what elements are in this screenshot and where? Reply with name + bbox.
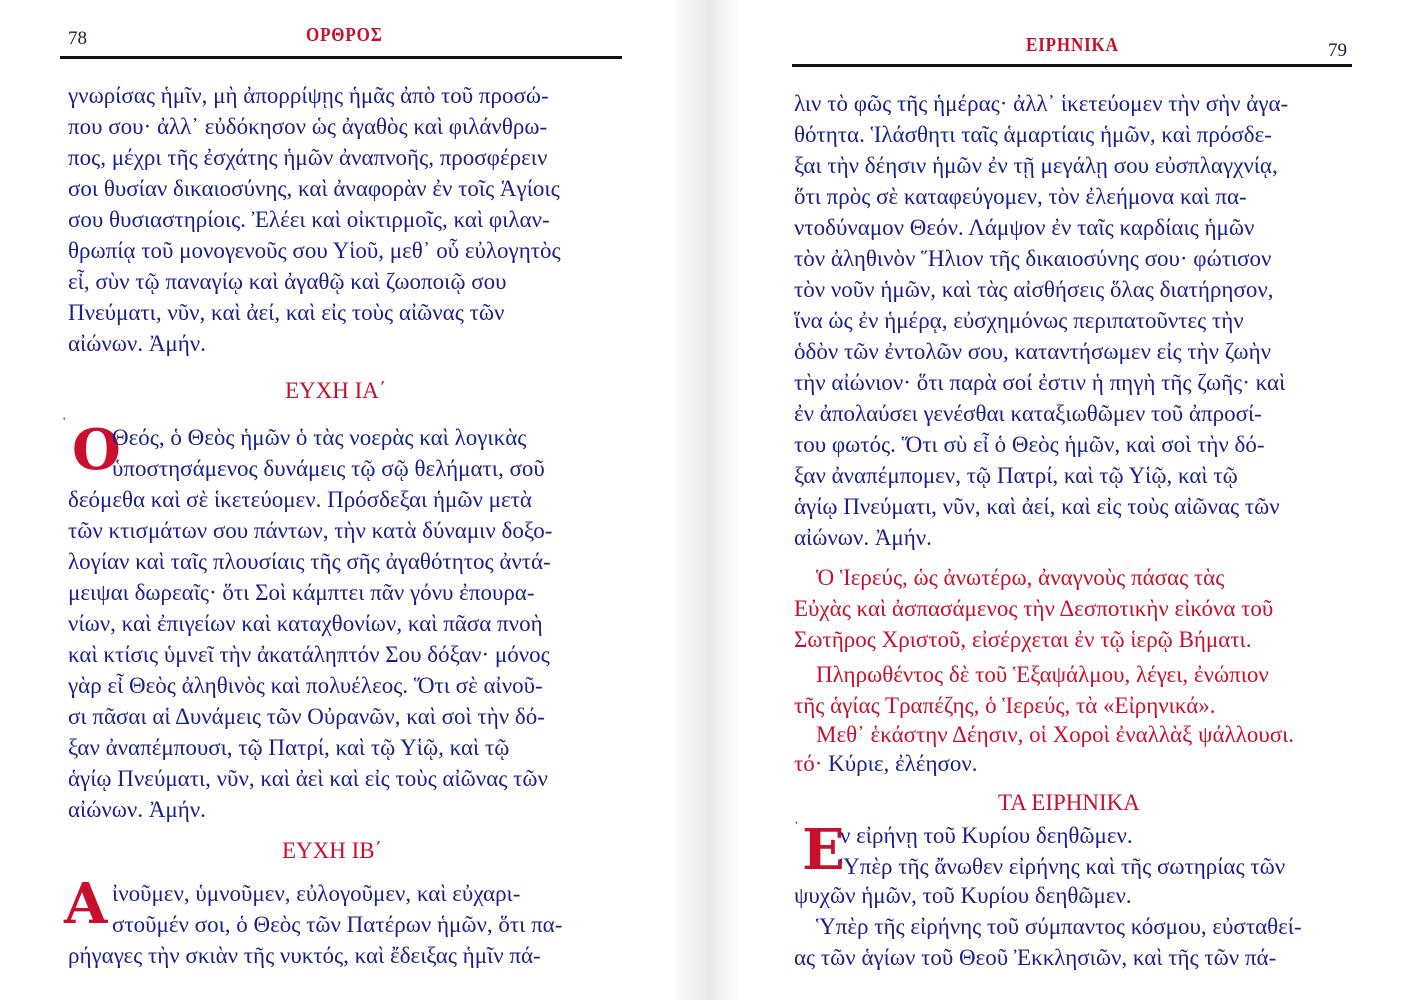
- text-line: σι πᾶσαι αἱ Δυνάμεις τῶν Οὐρανῶν, καὶ σοὶ τὴν δό-: [68, 704, 545, 729]
- rubric-line: Ὁ Ἱερεύς, ὡς ἀνωτέρω, ἀναγνοὺς πάσας τὰς: [816, 565, 1225, 590]
- book-gutter: [676, 0, 740, 1000]
- rubric-tail: τό·: [794, 751, 823, 776]
- text-line: ξαν ἀναπέμπομεν, τῷ Πατρί, καὶ τῷ Υἱῷ, καὶ τῷ: [794, 463, 1238, 488]
- rubric-line: Εὐχὰς καὶ ἀσπασάμενος τὴν Δεσποτικὴν εἰκόνα τοῦ: [794, 596, 1274, 621]
- text-line: ἐν ἀπολαύσει γενέσθαι καταξιωθῶμεν τοῦ ἀπροσί-: [794, 401, 1262, 426]
- text-line: νίων, καὶ ἐπιγείων καὶ καταχθονίων, καὶ πᾶσα πνοὴ: [68, 611, 543, 636]
- drop-cap-initial: Ε: [802, 817, 845, 883]
- rubric-response-line: [794, 750, 978, 778]
- prayer-heading: ΕΥΧΗ ΙΒ΄: [282, 838, 383, 863]
- text-line: του φωτός. Ὅτι σὺ εἶ ὁ Θεὸς ἡμῶν, καὶ σοὶ τὴν δό-: [794, 432, 1265, 457]
- text-line: καὶ κτίσις ὑμνεῖ τὴν ἀκατάληπτόν Σου δόξαν· μόνος: [68, 642, 550, 667]
- right-page: [740, 0, 1406, 1000]
- left-page: [0, 0, 676, 1000]
- text-line: αἰώνων. Ἀμήν.: [68, 797, 206, 822]
- text-line: ντοδύναμον Θεόν. Λάμψον ἐν ταῖς καρδίαις ἡμῶν: [794, 215, 1255, 240]
- drop-cap-initial: Α: [64, 871, 108, 937]
- text-line: θρωπίᾳ τοῦ μονογενοῦς σου Υἱοῦ, μεθ᾽ οὗ εὐλογητὸς: [68, 238, 561, 263]
- initial-breathing-mark: ᾽: [794, 820, 799, 835]
- text-line: ἵνα ὡς ἐν ἡμέρᾳ, εὐσχημόνως περιπατοῦντες τὴν: [794, 308, 1244, 333]
- initial-breathing-mark: ῾: [62, 416, 67, 431]
- text-line: ἁγίῳ Πνεύματι, νῦν, καὶ ἀεί, καὶ εἰς τοὺς αἰῶνας τῶν: [794, 494, 1280, 519]
- running-title: ΕΙΡΗΝΙΚΑ: [1026, 34, 1119, 56]
- rubric-line: Σωτῆρος Χριστοῦ, εἰσέρχεται ἐν τῷ ἱερῷ Βήματι.: [794, 627, 1252, 652]
- text-line: σου θυσιαστηρίοις. Ἐλέει καὶ οἰκτιρμοῖς, καὶ φιλαν-: [68, 207, 550, 232]
- section-heading: ΤΑ ΕΙΡΗΝΙΚΑ: [998, 790, 1140, 815]
- text-line: ψυχῶν ἡμῶν, τοῦ Κυρίου δεηθῶμεν.: [794, 883, 1132, 908]
- text-line: ὅτι πρὸς σὲ καταφεύγομεν, τὸν ἐλεήμονα καὶ πα-: [794, 184, 1247, 209]
- header-rule: [792, 64, 1352, 67]
- text-line: Ὑπὲρ τῆς ἄνωθεν εἰρήνης καὶ τῆς σωτηρίας τῶν: [840, 854, 1286, 879]
- rubric-line: Πληρωθέντος δὲ τοῦ Ἑξαψάλμου, λέγει, ἐνώπιον: [816, 662, 1269, 687]
- text-line: πος, μέχρι τῆς ἐσχάτης ἡμῶν ἀναπνοῆς, προσφέρειν: [68, 145, 548, 170]
- text-line: αἰώνων. Ἀμήν.: [68, 331, 206, 356]
- text-line: τὸν ἀληθινὸν Ἥλιον τῆς δικαιοσύνης σου· φώτισον: [794, 246, 1272, 271]
- drop-cap-initial: Ο: [72, 417, 121, 483]
- text-line: στοῦμέν σοι, ὁ Θεὸς τῶν Πατέρων ἡμῶν, ὅτι πα-: [112, 912, 563, 937]
- text-line: τὴν αἰώνιον· ὅτι παρὰ σοί ἐστιν ἡ πηγὴ τῆς ζωῆς· καὶ: [794, 370, 1286, 395]
- page-number: 79: [1328, 40, 1347, 61]
- text-line: ἰνοῦμεν, ὑμνοῦμεν, εὐλογοῦμεν, καὶ εὐχαρι-: [112, 881, 521, 906]
- text-line: ἁγίῳ Πνεύματι, νῦν, καὶ ἀεὶ καὶ εἰς τοὺς αἰῶνας τῶν: [68, 766, 548, 791]
- response-text: Κύριε, ἐλέησον.: [828, 751, 978, 776]
- text-line: ας τῶν ἁγίων τοῦ Θεοῦ Ἐκκλησιῶν, καὶ τῆς τῶν πά-: [794, 945, 1277, 970]
- text-line: ρήγαγες τὴν σκιὰν τῆς νυκτός, καὶ ἔδειξας ἡμῖν πά-: [68, 943, 541, 968]
- text-line: ξαι τὴν δέησιν ἡμῶν ἐν τῇ μεγάλῃ σου εὐσπλαγχνίᾳ,: [794, 153, 1278, 178]
- text-line: γὰρ εἶ Θεὸς ἀληθινὸς καὶ πολυέλεος. Ὅτι σὲ αἰνοῦ-: [68, 673, 543, 698]
- header-rule: [60, 56, 622, 59]
- text-line: δεόμεθα καὶ σὲ ἱκετεύομεν. Πρόσδεξαι ἡμῶν μετὰ: [68, 487, 532, 512]
- text-line: Πνεύματι, νῦν, καὶ ἀεί, καὶ εἰς τοὺς αἰῶνας τῶν: [68, 300, 505, 325]
- text-line: τῶν κτισμάτων σου πάντων, τὴν κατὰ δύναμιν δοξο-: [68, 518, 553, 543]
- text-line: που σου· ἀλλ᾽ εὐδόκησον ὡς ἀγαθὸς καὶ φιλάνθρω-: [68, 114, 548, 139]
- page-number: 78: [68, 28, 87, 49]
- text-line: λογίαν καὶ ταῖς πλουσίαις τῆς σῆς ἀγαθότητος ἀντά-: [68, 549, 551, 574]
- text-line: γνωρίσας ἡμῖν, μὴ ἀπορρίψῃς ἡμᾶς ἀπὸ τοῦ προσώ-: [68, 83, 549, 108]
- text-line: λιν τὸ φῶς τῆς ἡμέρας· ἀλλ᾽ ἱκετεύομεν τὴν σὴν ἀγα-: [794, 91, 1289, 116]
- running-title: ΟΡΘΡΟΣ: [306, 24, 383, 46]
- text-line: μειψαι δωρεαῖς· ὅτι Σοὶ κάμπτει πᾶν γόνυ ἐπουρα-: [68, 580, 535, 605]
- text-line: ὁδὸν τῶν ἐντολῶν σου, καταντήσωμεν εἰς τὴν ζωὴν: [794, 339, 1272, 364]
- text-line: Θεός, ὁ Θεὸς ἡμῶν ὁ τὰς νοερὰς καὶ λογικὰς: [112, 425, 527, 450]
- text-line: αἰώνων. Ἀμήν.: [794, 525, 932, 550]
- text-line: σοι θυσίαν δικαιοσύνης, καὶ ἀναφορὰν ἐν τοῖς Ἁγίοις: [68, 176, 560, 201]
- rubric-line: τῆς ἁγίας Τραπέζης, ὁ Ἱερεύς, τὰ «Εἰρηνικά».: [794, 693, 1216, 718]
- prayer-heading: ΕΥΧΗ ΙΑ΄: [285, 378, 387, 403]
- text-line: ξαν ἀναπέμπουσι, τῷ Πατρί, καὶ τῷ Υἱῷ, καὶ τῷ: [68, 735, 510, 760]
- text-line: ν εἰρήνῃ τοῦ Κυρίου δεηθῶμεν.: [840, 823, 1133, 848]
- text-line: εἶ, σὺν τῷ παναγίῳ καὶ ἀγαθῷ καὶ ζωοποιῷ σου: [68, 269, 507, 294]
- text-line: θότητα. Ἱλάσθητι ταῖς ἁμαρτίαις ἡμῶν, καὶ πρόσδε-: [794, 122, 1272, 147]
- text-line: ὑποστησάμενος δυνάμεις τῷ σῷ θελήματι, σοῦ: [112, 456, 545, 481]
- text-line: τὸν νοῦν ἡμῶν, καὶ τὰς αἰσθήσεις ὅλας διατήρησον,: [794, 277, 1274, 302]
- text-line: Ὑπὲρ τῆς εἰρήνης τοῦ σύμπαντος κόσμου, εὐσταθεί-: [816, 914, 1302, 939]
- rubric-line: Μεθ᾽ ἑκάστην Δέησιν, οἱ Χοροὶ ἐναλλὰξ ψάλλουσι.: [816, 722, 1295, 747]
